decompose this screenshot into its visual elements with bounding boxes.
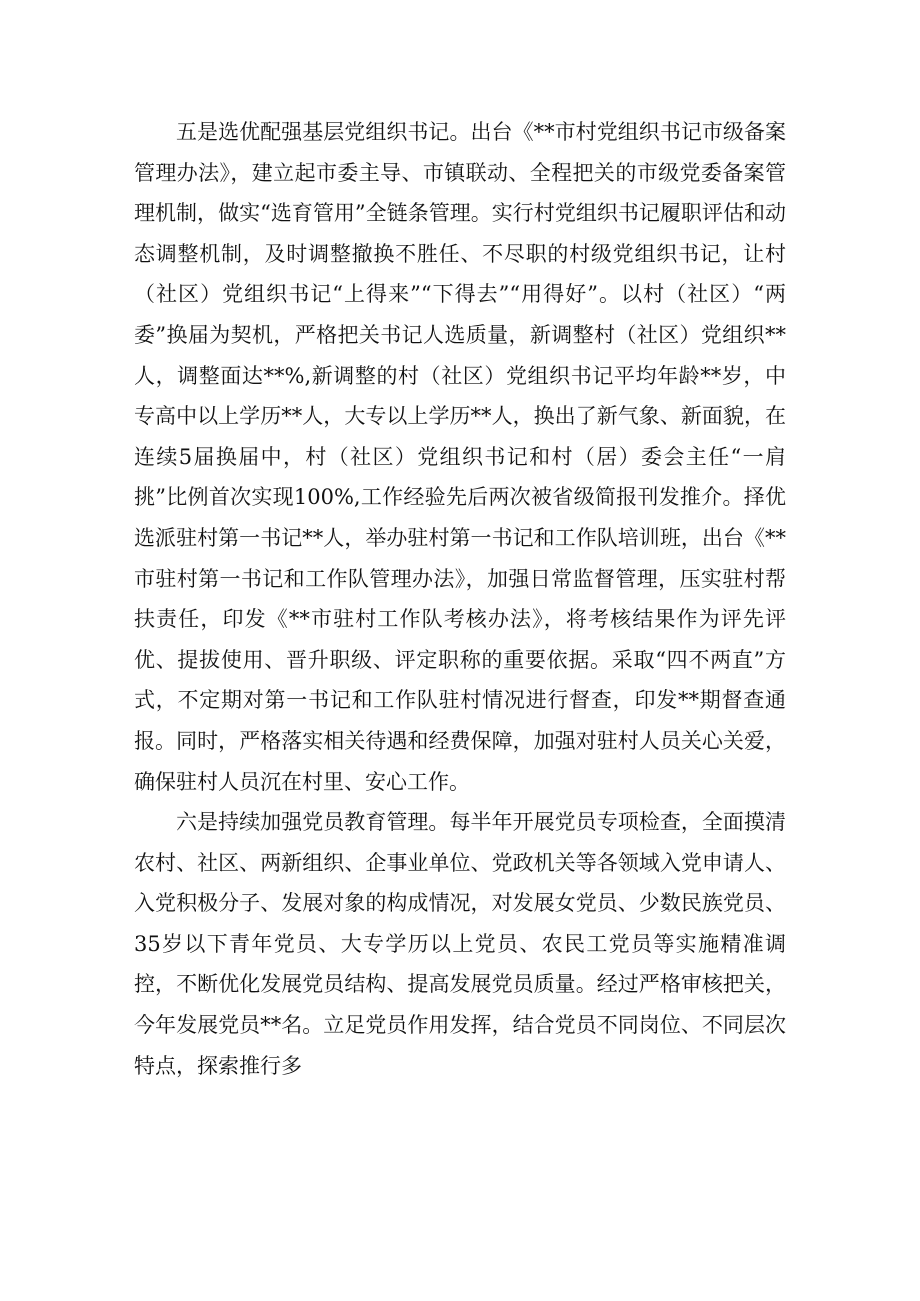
paragraph-six: 六是持续加强党员教育管理。每半年开展党员专项检查，全面摸清农村、社区、两新组织、企事业单位、党政机关等各领域入党申请人、入党积极分子、发展对象的构成情况，对发展女党员、少数民族党员、35岁以下青年党员、大专学历以上党员、农民工党员等实施精准调控，不断优化发展党员结构、提高发展党员质量。经过严格审核把关，今年发展党员**名。立足党员作用发挥，结合党员不同岗位、不同层次特点，探索推行多 — [134, 810, 786, 1078]
document-body — [134, 112, 786, 1086]
paragraph-five: 五是选优配强基层党组织书记。出台《**市村党组织书记市级备案管理办法》，建立起市委主导、市镇联动、全程把关的市级党委备案管理机制，做实“选育管用”全链条管理。实行村党组织书记履职评估和动态调整机制，及时调整撤换不胜任、不尽职的村级党组织书记，让村（社区）党组织书记“上得来”“下得去”“用得好”。以村（社区）“两委”换届为契机，严格把关书记人选质量，新调整村（社区）党组织**人，调整面达**%,新调整的村（社区）党组织书记平均年龄**岁，中专高中以上学历**人，大专以上学历**人，换出了新气象、新面貌，在连续5届换届中，村（社区）党组织书记和村（居）委会主任“一肩挑”比例首次实现100%,工作经验先后两次被省级简报刊发推介。择优选派驻村第一书记**人，举办驻村第一书记和工作队培训班，出台《**市驻村第一书记和工作队管理办法》，加强日常监督管理，压实驻村帮扶责任，印发《**市驻村工作队考核办法》，将考核结果作为评先评优、提拔使用、晋升职级、评定职称的重要依据。采取“四不两直”方式，不定期对第一书记和工作队驻村情况进行督查，印发**期督查通报。同时，严格落实相关待遇和经费保障，加强对驻村人员关心关爱，确保驻村人员沉在村里、安心工作。 — [134, 120, 786, 794]
